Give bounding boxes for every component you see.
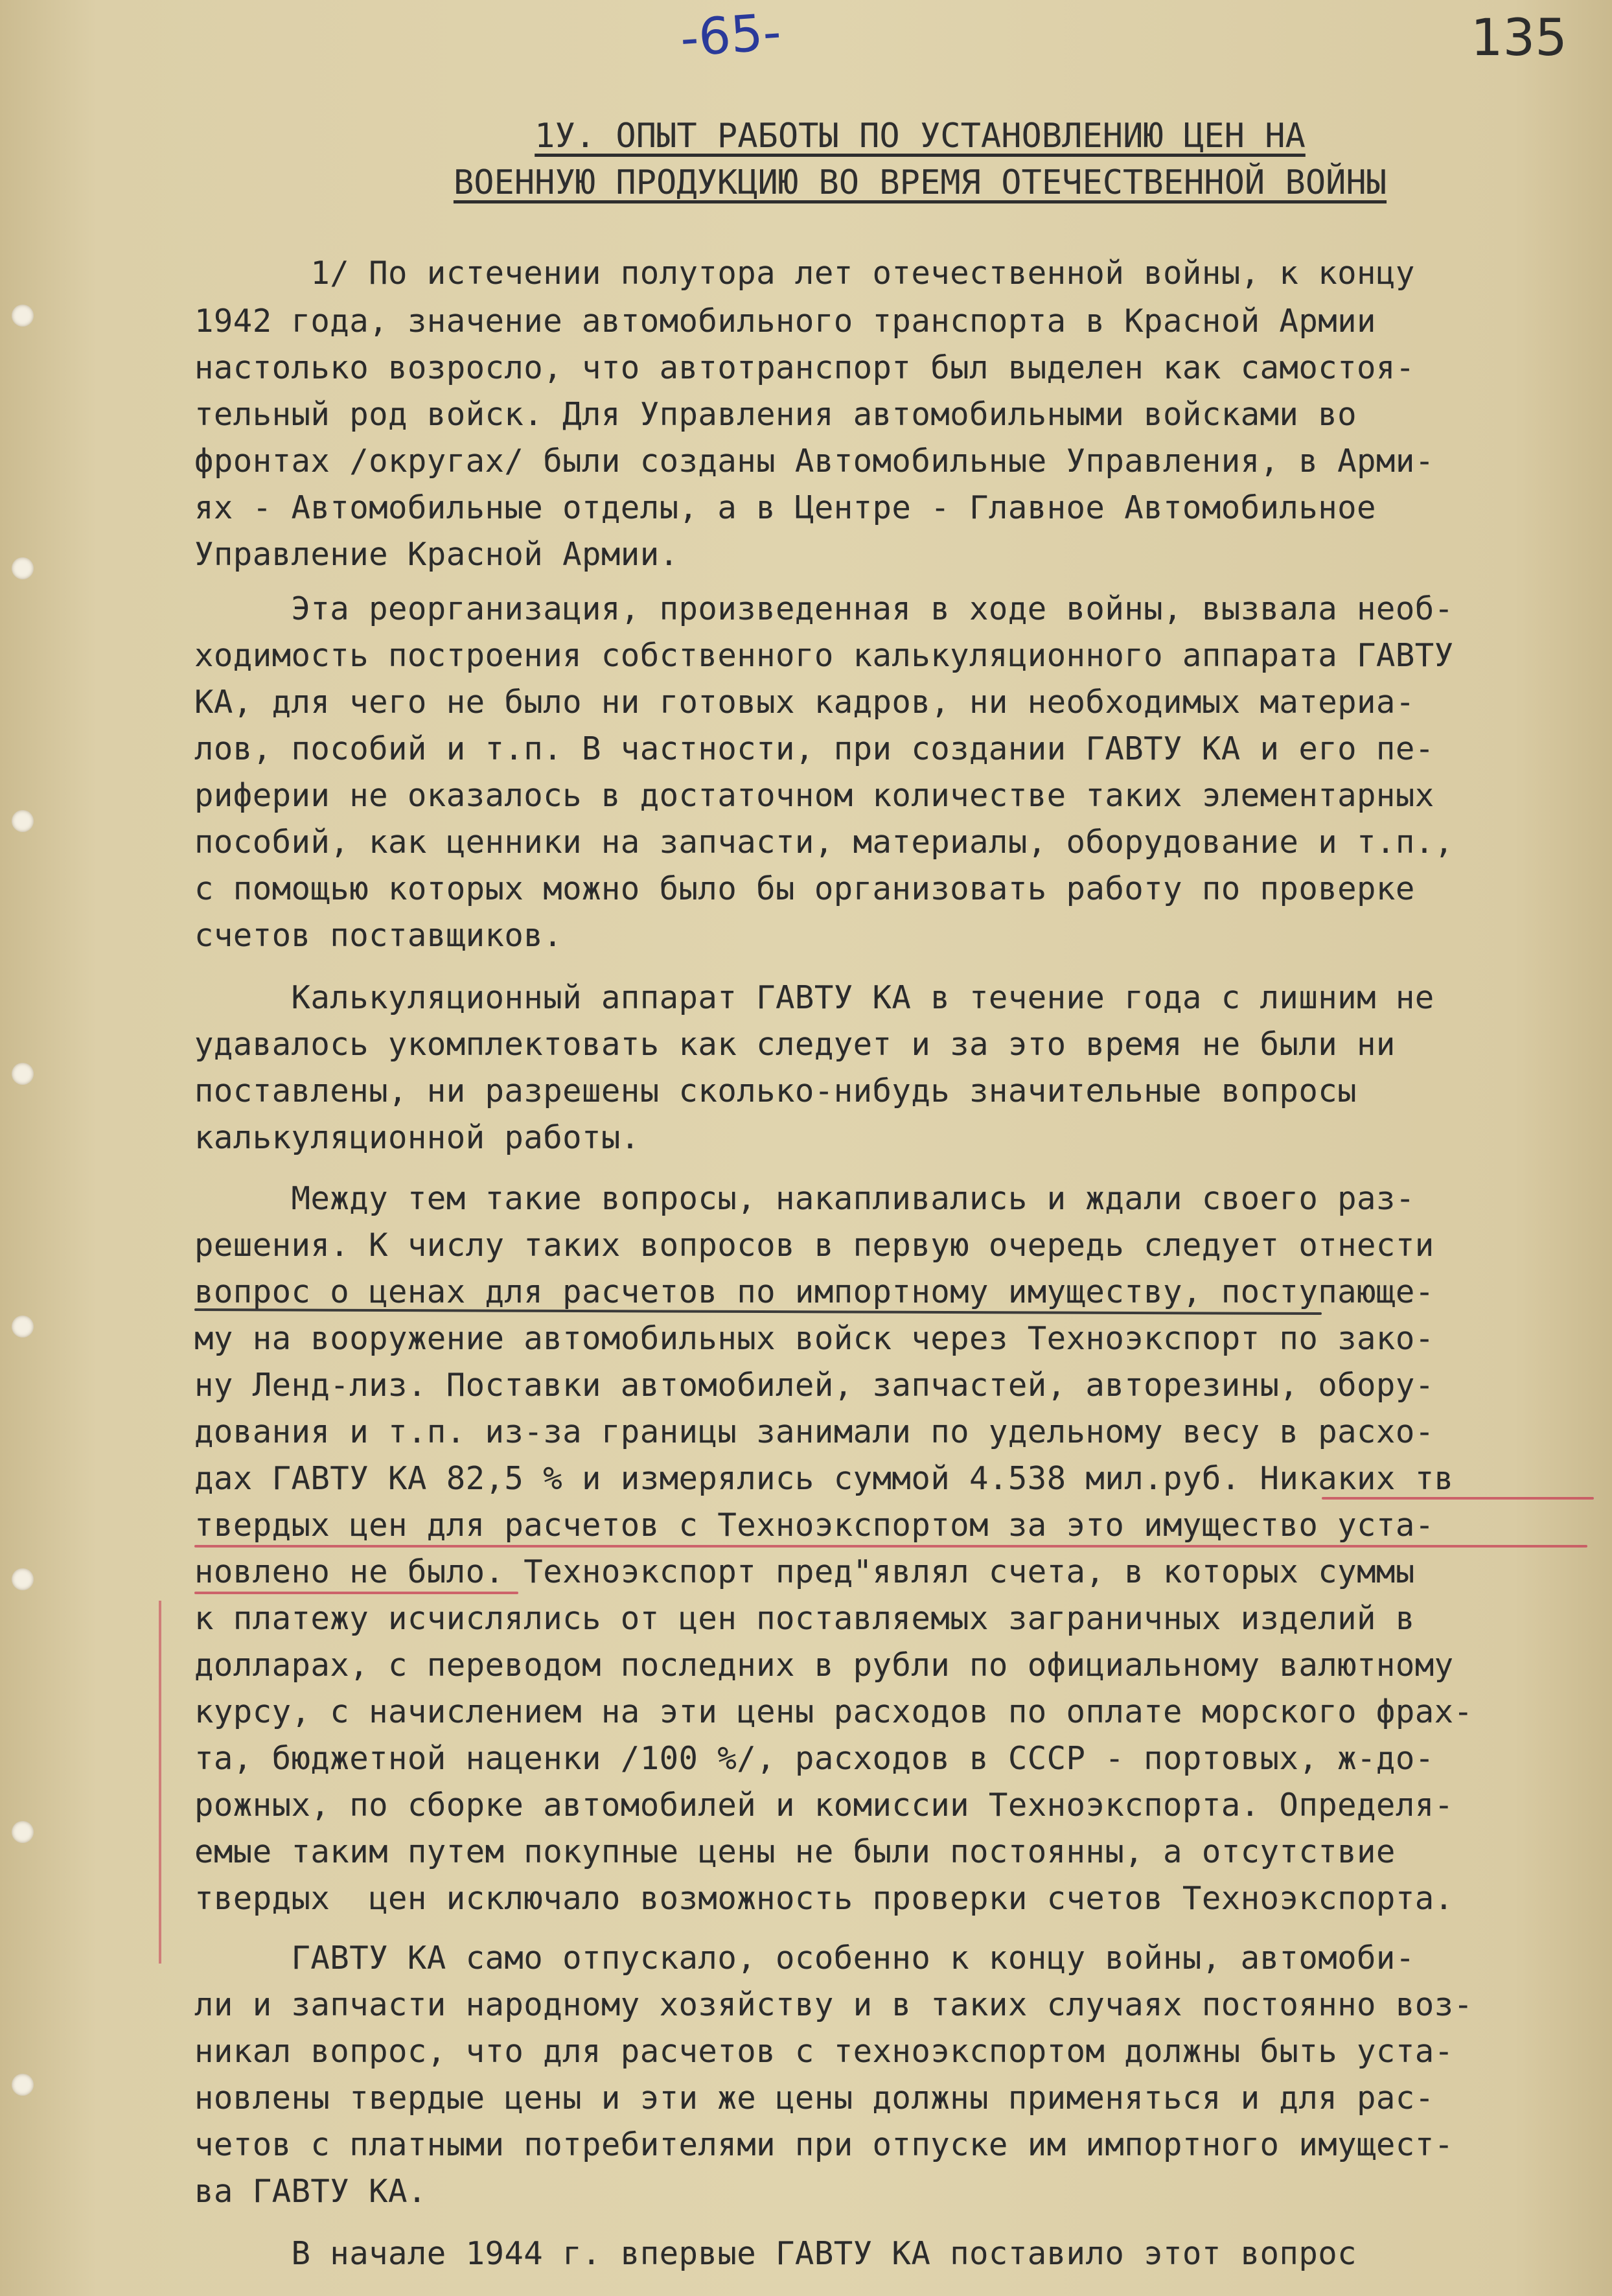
text-line: настолько возросло, что автотранспорт был выделен как самостоя- bbox=[194, 349, 1415, 386]
text-line: четов с платными потребителями при отпуске им импортного имущест- bbox=[194, 2126, 1454, 2163]
binding-hole bbox=[12, 2074, 34, 2096]
text-line: долларах, с переводом последних в рубли по официальному валютному bbox=[194, 1647, 1454, 1684]
text-line: емые таким путем покупные цены не были постоянны, а отсутствие bbox=[194, 1833, 1396, 1870]
text-line: ну Ленд-лиз. Поставки автомобилей, запчастей, авторезины, обору- bbox=[194, 1367, 1434, 1404]
binding-hole bbox=[12, 1063, 34, 1085]
text-line: вопрос о ценах для расчетов по импортному имуществу, поступающе- bbox=[194, 1273, 1434, 1310]
text-line: 1942 года, значение автомобильного транспорта в Красной Армии bbox=[194, 303, 1376, 340]
binding-hole bbox=[12, 305, 34, 327]
text-line: та, бюджетной наценки /100 %/, расходов в СССР - портовых, ж-до- bbox=[194, 1740, 1434, 1777]
section-title-line-1: 1У. ОПЫТ РАБОТЫ ПО УСТАНОВЛЕНИЮ ЦЕН НА bbox=[535, 117, 1306, 156]
text-line: Управление Красной Армии. bbox=[194, 536, 679, 573]
text-line: новлены твердые цены и эти же цены должны применяться и для рас- bbox=[194, 2080, 1434, 2116]
text-line: новлено не было. Техноэкспорт пред"являл счета, в которых суммы bbox=[194, 1553, 1415, 1590]
text-line: КА, для чего не было ни готовых кадров, ни необходимых материа- bbox=[194, 684, 1415, 721]
section-title-line-2: ВОЕННУЮ ПРОДУКЦИЮ ВО ВРЕМЯ ОТЕЧЕСТВЕННОЙ ВОЙНЫ bbox=[453, 163, 1387, 202]
text-line: твердых цен исключало возможность проверки счетов Техноэкспорта. bbox=[194, 1880, 1454, 1917]
page-number-handwritten: -65- bbox=[678, 3, 783, 69]
text-line: му на вооружение автомобильных войск через Техноэкспорт по зако- bbox=[194, 1320, 1434, 1357]
archive-sheet-number: 135 bbox=[1471, 9, 1567, 67]
text-line: лов, пособий и т.п. В частности, при создании ГАВТУ КА и его пе- bbox=[194, 730, 1434, 767]
text-line: ли и запчасти народному хозяйству и в таких случаях постоянно воз- bbox=[194, 1986, 1473, 2023]
text-line: калькуляционной работы. bbox=[194, 1119, 640, 1156]
margin-mark bbox=[159, 1601, 161, 1964]
text-line: счетов поставщиков. bbox=[194, 917, 563, 954]
text-line: Между тем такие вопросы, накапливались и ждали своего раз- bbox=[194, 1180, 1415, 1217]
text-line: ГАВТУ КА само отпускало, особенно к концу войны, автомоби- bbox=[194, 1940, 1415, 1977]
text-line: курсу, с начислением на эти цены расходов по оплате морского фрах- bbox=[194, 1693, 1473, 1730]
text-line: поставлены, ни разрешены сколько-нибудь значительные вопросы bbox=[194, 1073, 1357, 1109]
text-line: Калькуляционный аппарат ГАВТУ КА в течение года с лишним не bbox=[194, 979, 1434, 1016]
text-line: твердых цен для расчетов с Техноэкспортом за это имущество уста- bbox=[194, 1507, 1434, 1544]
binding-hole bbox=[12, 557, 34, 579]
text-line: 1/ По истечении полутора лет отечественной войны, к концу bbox=[194, 255, 1415, 292]
text-line: риферии не оказалось в достаточном количестве таких элементарных bbox=[194, 777, 1434, 814]
red-underline bbox=[194, 1545, 1587, 1548]
text-line: Эта реорганизация, произведенная в ходе войны, вызвала необ- bbox=[194, 590, 1454, 627]
red-underline bbox=[194, 1592, 518, 1594]
text-line: фронтах /округах/ были созданы Автомобильные Управления, в Арми- bbox=[194, 443, 1434, 480]
binding-hole bbox=[12, 810, 34, 832]
text-line: ва ГАВТУ КА. bbox=[194, 2173, 427, 2210]
text-line: к платежу исчислялись от цен поставляемых заграничных изделий в bbox=[194, 1600, 1415, 1637]
text-line: рожных, по сборке автомобилей и комиссии Техноэкспорта. Определя- bbox=[194, 1787, 1454, 1824]
text-line: ходимость построения собственного калькуляционного аппарата ГАВТУ bbox=[194, 637, 1454, 674]
text-line: ях - Автомобильные отделы, а в Центре - Главное Автомобильное bbox=[194, 489, 1376, 526]
text-line: решения. К числу таких вопросов в первую очередь следует отнести bbox=[194, 1227, 1434, 1264]
text-line: никал вопрос, что для расчетов с техноэкспортом должны быть уста- bbox=[194, 2033, 1454, 2070]
binding-holes bbox=[0, 0, 45, 2296]
text-line: дах ГАВТУ КА 82,5 % и измерялись суммой 4.538 мил.руб. Никаких тв bbox=[194, 1460, 1454, 1497]
red-underline bbox=[1322, 1497, 1594, 1500]
text-line: В начале 1944 г. впервые ГАВТУ КА поставило этот вопрос bbox=[194, 2235, 1357, 2272]
binding-hole bbox=[12, 1568, 34, 1590]
binding-hole bbox=[12, 1316, 34, 1338]
binding-hole bbox=[12, 1821, 34, 1843]
text-line: тельный род войск. Для Управления автомобильными войсками во bbox=[194, 396, 1357, 433]
text-line: пособий, как ценники на запчасти, материалы, оборудование и т.п., bbox=[194, 824, 1454, 861]
text-line: с помощью которых можно было бы организовать работу по проверке bbox=[194, 870, 1415, 907]
text-line: дования и т.п. из-за границы занимали по удельному весу в расхо- bbox=[194, 1413, 1434, 1450]
text-line: удавалось укомплектовать как следует и за это время не были ни bbox=[194, 1026, 1396, 1063]
